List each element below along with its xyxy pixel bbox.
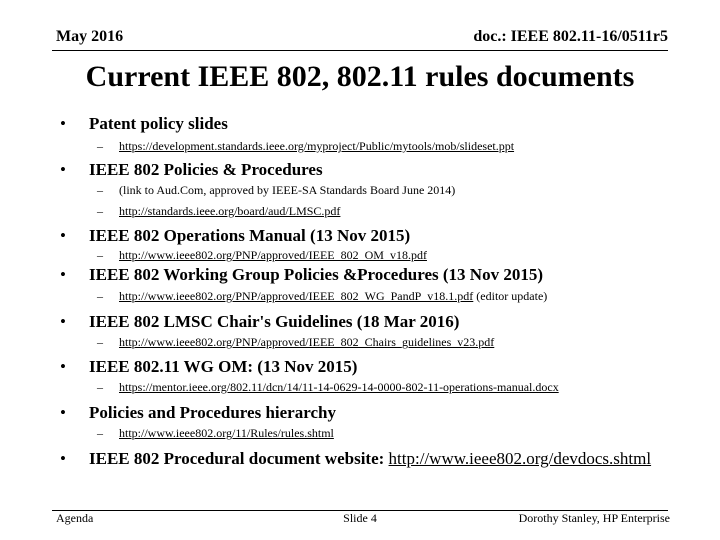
lmsc-pdf-link[interactable]: http://standards.ieee.org/board/aud/LMSC.pdf	[119, 204, 341, 218]
dash-icon: –	[97, 289, 103, 303]
bullet-icon: •	[60, 114, 66, 133]
bullet-icon: •	[60, 403, 66, 422]
bullet-text: IEEE 802 Working Group Policies &Procedures (13 Nov 2015)	[89, 265, 543, 284]
wg-om-docx-link[interactable]: https://mentor.ieee.org/802.11/dcn/14/11-14-0629-14-0000-802-11-operations-manual.docx	[119, 380, 559, 394]
dash-icon: –	[97, 426, 103, 440]
header-doc-number: doc.: IEEE 802.11-16/0511r5	[473, 28, 668, 45]
bullet-icon: •	[60, 265, 66, 284]
wg-pandp-pdf-link[interactable]: http://www.ieee802.org/PNP/approved/IEEE_802_WG_PandP_v18.1.pdf	[119, 289, 474, 303]
bullet-icon: •	[60, 160, 66, 179]
bullet-text: IEEE 802.11 WG OM: (13 Nov 2015)	[89, 357, 358, 376]
dash-icon: –	[97, 204, 103, 218]
bullet-text: IEEE 802 Procedural document website:	[89, 449, 389, 468]
dash-icon: –	[97, 139, 103, 153]
header-date: May 2016	[56, 28, 124, 45]
dash-icon: –	[97, 183, 103, 197]
dash-icon: –	[97, 248, 103, 262]
bullet-text: IEEE 802 Policies & Procedures	[89, 160, 323, 179]
bullet-icon: •	[60, 226, 66, 245]
dash-icon: –	[97, 335, 103, 349]
bullet-icon: •	[60, 312, 66, 331]
bullet-text: IEEE 802 Operations Manual (13 Nov 2015)	[89, 226, 411, 245]
editor-update-note: (editor update)	[473, 289, 548, 303]
om-pdf-link[interactable]: http://www.ieee802.org/PNP/approved/IEEE_802_OM_v18.pdf	[119, 248, 427, 262]
footer-author: Dorothy Stanley, HP Enterprise	[518, 511, 670, 525]
sub-bullet-text: (link to Aud.Com, approved by IEEE-SA Standards Board June 2014)	[119, 183, 456, 197]
patent-slideset-link[interactable]: https://development.standards.ieee.org/myproject/Public/mytools/mob/slideset.ppt	[119, 139, 515, 153]
footer-agenda: Agenda	[56, 511, 94, 525]
bullet-text: Patent policy slides	[89, 114, 228, 133]
bullet-icon: •	[60, 357, 66, 376]
bullet-text: Policies and Procedures hierarchy	[89, 403, 336, 422]
rules-shtml-link[interactable]: http://www.ieee802.org/11/Rules/rules.shtml	[119, 426, 334, 440]
header-divider	[52, 50, 668, 51]
slide-title: Current IEEE 802, 802.11 rules documents	[85, 60, 635, 93]
bullet-icon: •	[60, 449, 66, 468]
devdocs-link[interactable]: http://www.ieee802.org/devdocs.shtml	[388, 449, 652, 468]
footer-slide-number: Slide 4	[343, 511, 377, 525]
bullet-text: IEEE 802 LMSC Chair's Guidelines (18 Mar 2016)	[89, 312, 460, 331]
chairs-guidelines-pdf-link[interactable]: http://www.ieee802.org/PNP/approved/IEEE_802_Chairs_guidelines_v23.pdf	[119, 335, 495, 349]
dash-icon: –	[97, 380, 103, 394]
